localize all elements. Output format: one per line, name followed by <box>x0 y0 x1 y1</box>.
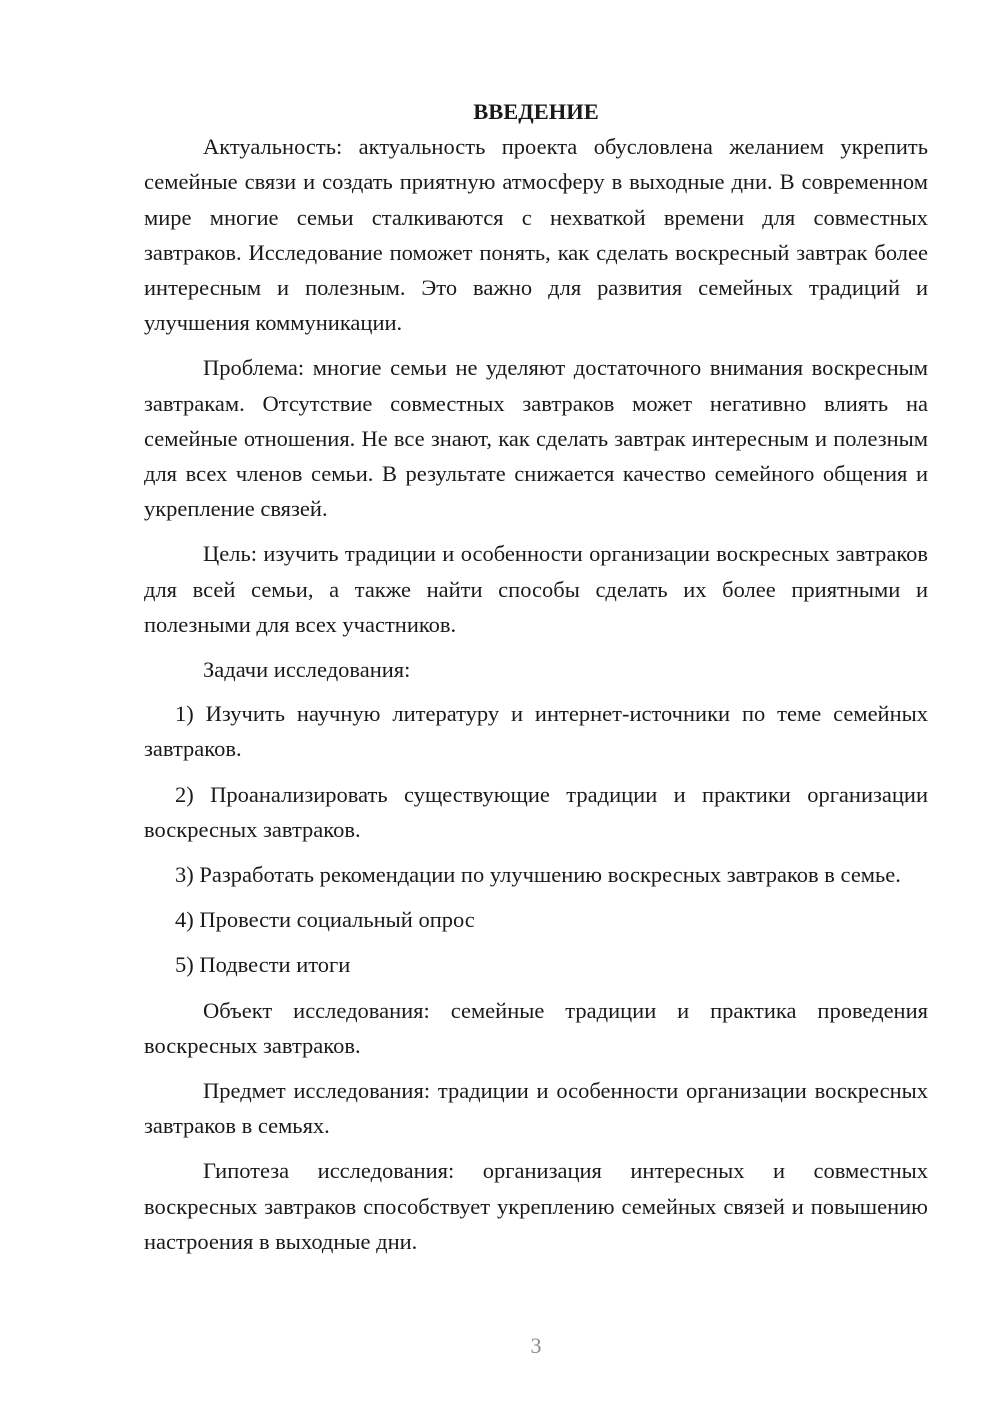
paragraph-problem: Проблема: многие семьи не уделяют достаточного внимания воскресным завтракам. Отсутствие совместных завтраков может негативно влиять на семейные отношения. Не все знают, как сделать завтрак интересным и полезным для всех членов семьи. В результате снижается качество семейного общения и укрепление связей. <box>144 355 928 522</box>
tasks-title: Задачи исследования: <box>203 657 411 683</box>
page-content <box>144 94 928 1269</box>
paragraph-relevance: Актуальность: актуальность проекта обусловлена желанием укрепить семейные связи и создать приятную атмосферу в выходные дни. В современном мире многие семьи сталкиваются с нехваткой времени для совместных завтраков. Исследование поможет понять, как сделать воскресный завтрак более интересным и полезным. Это важно для развития семейных традиций и улучшения коммуникации. <box>144 134 928 336</box>
paragraph-hypothesis: Гипотеза исследования: организация интересных и совместных воскресных завтраков способствует укреплению семейных связей и повышению настроения в выходные дни. <box>144 1158 928 1254</box>
task-item-2: 2) Проанализировать существующие традиции и практики организации воскресных завтраков. <box>144 781 928 842</box>
paragraph-object: Объект исследования: семейные традиции и практика проведения воскресных завтраков. <box>144 997 928 1058</box>
section-heading: ВВЕДЕНИЕ <box>473 99 599 124</box>
page-number: 3 <box>530 1333 542 1358</box>
task-item-1: 1) Изучить научную литературу и интернет-источники по теме семейных завтраков. <box>144 701 928 762</box>
task-item-4: 4) Провести социальный опрос <box>175 907 475 933</box>
task-item-3: 3) Разработать рекомендации по улучшению воскресных завтраков в семье. <box>175 862 901 888</box>
paragraph-goal: Цель: изучить традиции и особенности организации воскресных завтраков для всей семьи, а также найти способы сделать их более приятными и полезными для всех участников. <box>144 541 928 637</box>
paragraph-subject: Предмет исследования: традиции и особенности организации воскресных завтраков в семьях. <box>144 1078 928 1139</box>
task-item-5: 5) Подвести итоги <box>175 952 351 978</box>
